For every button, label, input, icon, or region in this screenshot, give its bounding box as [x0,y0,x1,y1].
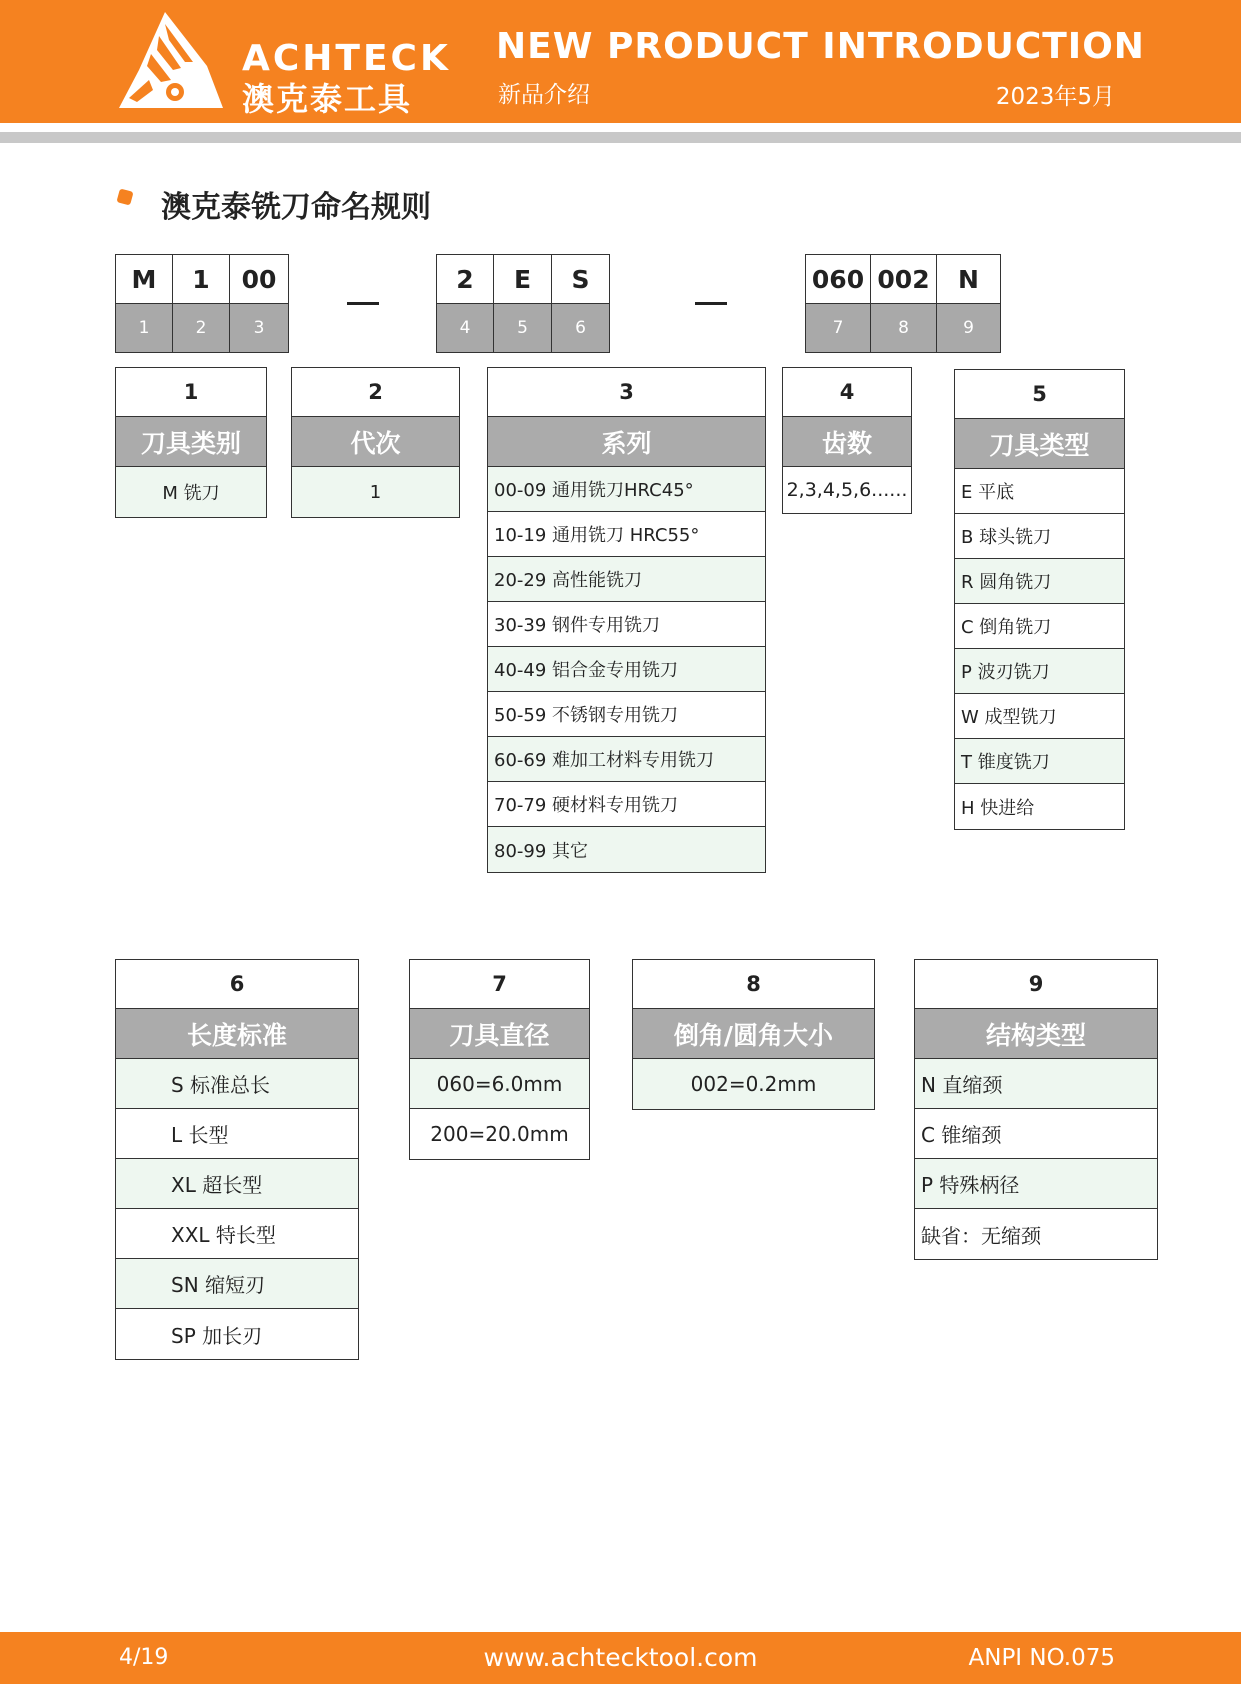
table-row: 00-09 通用铣刀HRC45° [488,467,765,512]
table-row: 缺省：无缩颈 [915,1209,1157,1259]
bullet-icon [116,188,133,205]
table-row: B 球头铣刀 [955,514,1124,559]
table-row: 060=6.0mm [410,1059,589,1109]
table-series [487,367,766,873]
table-row: L 长型 [116,1109,358,1159]
table-row: P 波刃铣刀 [955,649,1124,694]
table-row: E 平底 [955,469,1124,514]
table-row: R 圆角铣刀 [955,559,1124,604]
table-row: XL 超长型 [116,1159,358,1209]
table-number: 7 [410,960,589,1009]
table-row: 60-69 难加工材料专用铣刀 [488,737,765,782]
table-header: 倒角/圆角大小 [633,1009,874,1059]
code-index: 3 [229,303,289,353]
code-index: 7 [805,303,871,353]
table-row: C 锥缩颈 [915,1109,1157,1159]
table-row: 002=0.2mm [633,1059,874,1109]
table-tool-type [954,369,1125,830]
table-header: 系列 [488,417,765,467]
code-cell: 00 [229,254,289,304]
table-header: 刀具类别 [116,417,266,467]
table-row: SN 缩短刃 [116,1259,358,1309]
header-title: NEW PRODUCT INTRODUCTION [496,26,1145,67]
table-row: 10-19 通用铣刀 HRC55° [488,512,765,557]
table-teeth-count [782,367,912,514]
table-header: 刀具类型 [955,419,1124,469]
brand-name: ACHTECK [242,38,451,79]
table-header: 刀具直径 [410,1009,589,1059]
table-length-standard [115,959,359,1360]
code-index: 6 [551,303,610,353]
achteck-logo-icon [115,10,239,110]
table-number: 5 [955,370,1124,419]
website-link[interactable]: www.achtecktool.com [483,1643,758,1672]
code-cell: N [936,254,1001,304]
table-number: 3 [488,368,765,417]
table-row: H 快进给 [955,784,1124,829]
code-index: 4 [436,303,494,353]
table-tool-category [115,367,267,518]
table-row: 1 [292,467,459,517]
table-row: N 直缩颈 [915,1059,1157,1109]
table-header: 结构类型 [915,1009,1157,1059]
code-index: 2 [172,303,230,353]
table-number: 2 [292,368,459,417]
section-title: 澳克泰铣刀命名规则 [161,190,431,225]
table-row: W 成型铣刀 [955,694,1124,739]
code-cell: M [115,254,173,304]
table-row: C 倒角铣刀 [955,604,1124,649]
document-number: ANPI NO.075 [968,1645,1115,1671]
code-cell: 002 [870,254,937,304]
table-chamfer-radius [632,959,875,1110]
page-number: 4/19 [119,1645,169,1670]
header-subtitle: 新品介绍 [498,82,590,108]
table-row: 80-99 其它 [488,827,765,872]
code-cell: 2 [436,254,494,304]
table-row: 20-29 高性能铣刀 [488,557,765,602]
table-row: 40-49 铝合金专用铣刀 [488,647,765,692]
code-index: 5 [493,303,552,353]
table-row: SP 加长刃 [116,1309,358,1359]
brand-name-chinese: 澳克泰工具 [242,80,413,118]
table-structure-type [914,959,1158,1260]
separator-dash [695,302,727,305]
table-header: 长度标准 [116,1009,358,1059]
code-index: 9 [936,303,1001,353]
code-cell: S [551,254,610,304]
code-cell: 1 [172,254,230,304]
table-row: 2,3,4,5,6...... [783,467,911,513]
table-number: 8 [633,960,874,1009]
table-row: P 特殊柄径 [915,1159,1157,1209]
table-row: XXL 特长型 [116,1209,358,1259]
code-index: 1 [115,303,173,353]
table-row: S 标准总长 [116,1059,358,1109]
table-number: 9 [915,960,1157,1009]
header-date: 2023年5月 [995,84,1115,110]
code-index: 8 [870,303,937,353]
table-row: 70-79 硬材料专用铣刀 [488,782,765,827]
table-number: 1 [116,368,266,417]
table-number: 6 [116,960,358,1009]
table-header: 代次 [292,417,459,467]
code-cell: 060 [805,254,871,304]
code-cell: E [493,254,552,304]
table-row: T 锥度铣刀 [955,739,1124,784]
separator-dash [347,302,379,305]
table-row: 30-39 钢件专用铣刀 [488,602,765,647]
table-row: M 铣刀 [116,467,266,517]
table-header: 齿数 [783,417,911,467]
table-number: 4 [783,368,911,417]
table-row: 50-59 不锈钢专用铣刀 [488,692,765,737]
table-generation [291,367,460,518]
table-tool-diameter [409,959,590,1160]
table-row: 200=20.0mm [410,1109,589,1159]
divider-stripe [0,132,1241,143]
